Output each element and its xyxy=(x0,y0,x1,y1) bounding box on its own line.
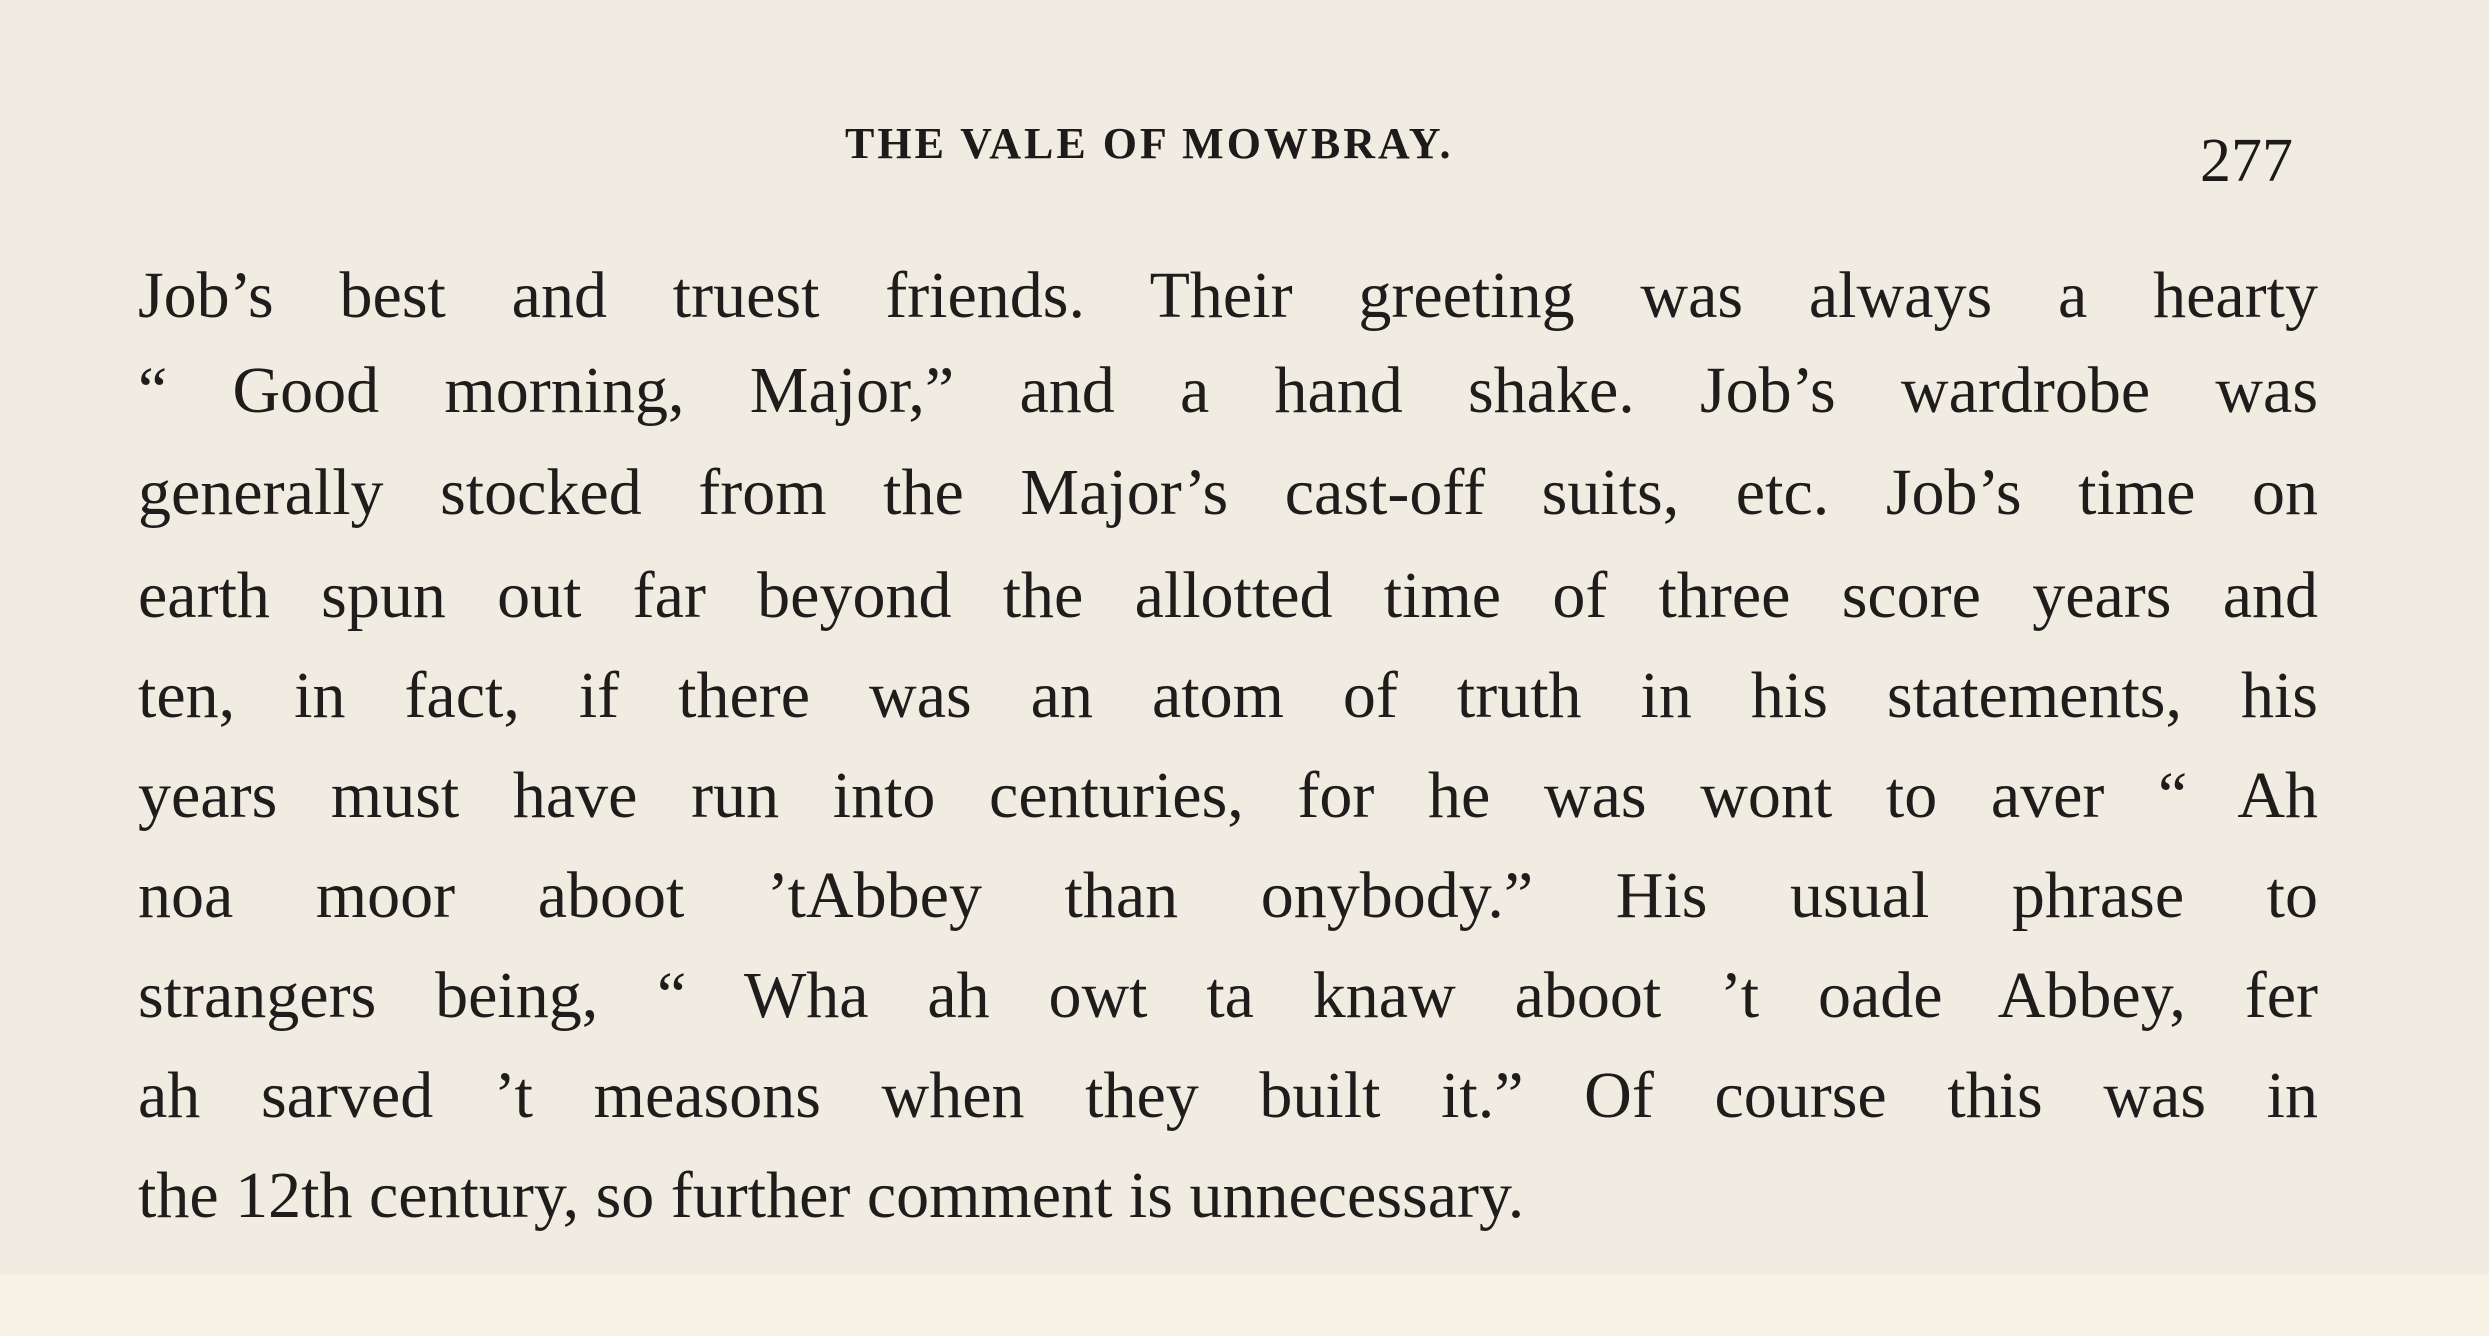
text-line: years must have run into centuries, for he was wont to aver “ Ah xyxy=(138,759,2318,832)
text-line: “ Good morning, Major,” and a hand shake. Job’s wardrobe was xyxy=(138,354,2318,427)
text-line: ten, in fact, if there was an atom of truth in his statements, his xyxy=(138,659,2318,732)
text-line: noa moor aboot ’tAbbey than onybody.” His usual phrase to xyxy=(138,859,2318,932)
page-margin xyxy=(0,1275,2489,1336)
text-line: generally stocked from the Major’s cast-off suits, etc. Job’s time on xyxy=(138,456,2318,529)
text-line: strangers being, “ Wha ah owt ta knaw aboot ’t oade Abbey, fer xyxy=(138,959,2318,1032)
text-line: earth spun out far beyond the allotted time of three score years and xyxy=(138,559,2318,632)
text-line: ah sarved ’t measons when they built it.” Of course this was in xyxy=(138,1059,2318,1132)
page-number: 277 xyxy=(2200,127,2293,195)
text-line: Job’s best and truest friends. Their greeting was always a hearty xyxy=(138,259,2318,332)
running-header: THE VALE OF MOWBRAY. xyxy=(845,119,1454,168)
text-line: the 12th century, so further comment is unnecessary. xyxy=(138,1159,1525,1232)
